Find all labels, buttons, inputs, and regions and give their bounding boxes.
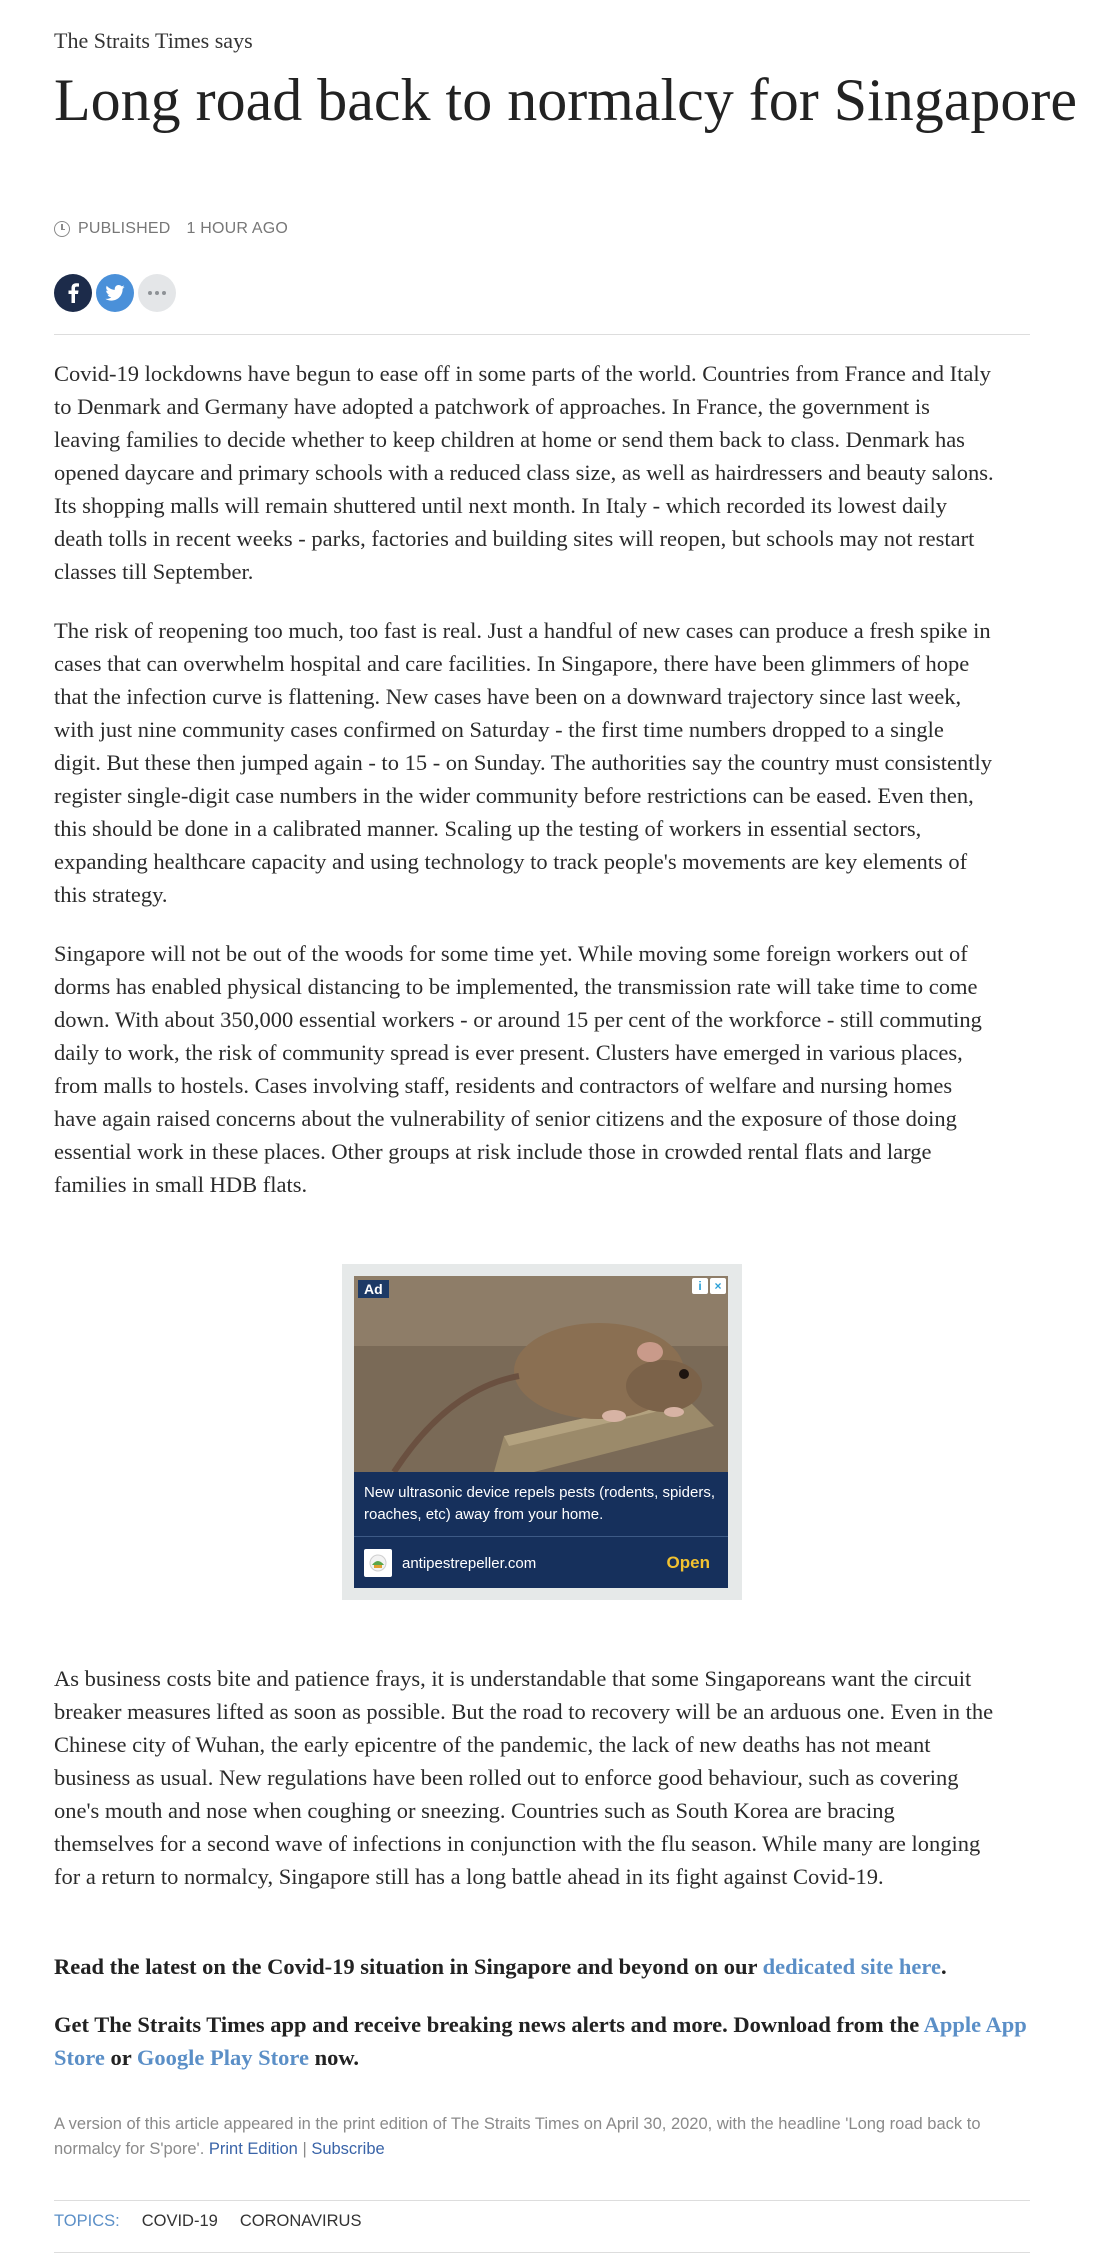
clock-icon bbox=[54, 221, 70, 237]
ad-domain[interactable]: antipestrepeller.com bbox=[402, 1554, 537, 1572]
topics-divider-top bbox=[54, 2200, 1030, 2201]
topics-bar bbox=[54, 2212, 361, 2231]
subscribe-link[interactable]: Subscribe bbox=[311, 2140, 385, 2158]
published-label: PUBLISHED bbox=[78, 220, 171, 237]
ad-image[interactable] bbox=[354, 1276, 728, 1472]
header-divider bbox=[54, 334, 1030, 335]
advertiser-logo-icon bbox=[364, 1549, 392, 1577]
section-kicker: The Straits Times says bbox=[54, 28, 253, 53]
topics-label: TOPICS: bbox=[54, 2212, 120, 2230]
close-icon[interactable]: × bbox=[710, 1278, 726, 1294]
apple-app-store-link[interactable]: Apple App Store bbox=[54, 2012, 1027, 2070]
google-play-store-link[interactable]: Google Play Store bbox=[136, 2045, 309, 2070]
topics-divider-bottom bbox=[54, 2252, 1030, 2253]
facebook-icon bbox=[66, 283, 80, 303]
page-title: Long road back to normalcy for Singapore bbox=[54, 67, 1078, 133]
app-promo bbox=[54, 2008, 1044, 2074]
print-note-separator: | bbox=[302, 2140, 307, 2158]
share-bar bbox=[54, 274, 176, 312]
article-paragraph-4: As business costs bite and patience frays, it is understandable that some Singaporeans want the circuit breaker measures lifted as soon as possible. But the road to recovery will be an arduous one. Even in the Chinese city of Wuhan, the early epicentre of the pandemic, the lack of new deaths has not meant business as usual. New regulations have been rolled out to enforce good behaviour, such as covering one's mouth and nose when coughing or sneezing. Countries such as South Korea are bracing themselves for a second wave of infections in conjunction with the flu season. While many are longing for a return to normalcy, Singapore still has a long battle ahead in its fight against Covid-19. bbox=[54, 1666, 994, 1889]
ad-label: Ad bbox=[358, 1280, 389, 1298]
published-time: 1 HOUR AGO bbox=[186, 220, 289, 237]
published-timestamp bbox=[54, 220, 288, 238]
ad-creative[interactable] bbox=[354, 1276, 728, 1588]
print-edition-link[interactable]: Print Edition bbox=[208, 2140, 298, 2158]
covid-site-promo bbox=[54, 1950, 1044, 1983]
topic-tag-covid-19[interactable]: COVID-19 bbox=[141, 2212, 218, 2230]
article-paragraph-2: The risk of reopening too much, too fast is real. Just a handful of new cases can produce a fresh spike in cases that can overwhelm hospital and care facilities. In Singapore, there have been glimmers of hope that the infection curve is flattening. New cases have been on a downward trajectory since last week, with just nine community cases confirmed on Saturday - the first time numbers dropped to a single digit. But these then jumped again - to 15 - on Sunday. The authorities say the country must consistently register single-digit case numbers in the wider community before restrictions can be eased. Even then, this should be done in a calibrated manner. Scaling up the testing of workers in essential sectors, expanding healthcare capacity and using technology to track people's movements are key elements of this strategy. bbox=[54, 618, 992, 907]
ad-footer[interactable] bbox=[354, 1538, 728, 1588]
facebook-share-button[interactable] bbox=[54, 274, 92, 312]
rat-illustration-icon bbox=[354, 1276, 728, 1472]
more-share-button[interactable] bbox=[138, 274, 176, 312]
covid-promo-end: . bbox=[940, 1954, 947, 1979]
more-icon bbox=[147, 290, 167, 296]
app-promo-or: or bbox=[104, 2045, 137, 2070]
info-icon[interactable]: i bbox=[692, 1278, 708, 1294]
app-promo-end: now. bbox=[308, 2045, 360, 2070]
app-promo-text: Get The Straits Times app and receive breaking news alerts and more. Download from the bbox=[54, 2012, 924, 2037]
twitter-icon bbox=[105, 285, 125, 301]
ad-controls bbox=[692, 1278, 726, 1294]
article-paragraph-1: Covid-19 lockdowns have begun to ease off in some parts of the world. Countries from France and Italy to Denmark and Germany have adopted a patchwork of approaches. In France, the government is leaving families to decide whether to keep children at home or send them back to class. Denmark has opened daycare and primary schools with a reduced class size, as well as hairdressers and beauty salons. Its shopping malls will remain shuttered until next month. In Italy - which recorded its lowest daily death tolls in recent weeks - parks, factories and building sites will reopen, but schools may not restart classes till September. bbox=[54, 361, 994, 584]
print-edition-note bbox=[54, 2112, 1044, 2162]
print-note-text: A version of this article appeared in the print edition of The Straits Times on April 30, 2020, with the headline 'Long road back to normalcy for S'pore'. bbox=[54, 2115, 981, 2158]
dedicated-site-link[interactable]: dedicated site here bbox=[762, 1954, 941, 1979]
ad-description[interactable]: New ultrasonic device repels pests (rodents, spiders, roaches, etc) away from your home. bbox=[364, 1484, 715, 1523]
ad-open-button[interactable]: Open bbox=[666, 1553, 710, 1572]
ad-divider bbox=[354, 1536, 728, 1537]
covid-promo-text: Read the latest on the Covid-19 situation in Singapore and beyond on our bbox=[54, 1954, 763, 1979]
article-paragraph-3: Singapore will not be out of the woods for some time yet. While moving some foreign workers out of dorms has enabled physical distancing to be implemented, the transmission rate will take time to come down. With about 350,000 essential workers - or around 15 per cent of the workforce - still commuting daily to work, the risk of community spread is ever present. Clusters have emerged in various places, from malls to hostels. Cases involving staff, residents and contractors of welfare and nursing homes have again raised concerns about the vulnerability of senior citizens and the exposure of those doing essential work in these places. Other groups at risk include those in crowded rental flats and large families in small HDB flats. bbox=[54, 941, 982, 1197]
topic-tag-coronavirus[interactable]: CORONAVIRUS bbox=[239, 2212, 362, 2230]
advertisement[interactable] bbox=[342, 1264, 742, 1600]
twitter-share-button[interactable] bbox=[96, 274, 134, 312]
